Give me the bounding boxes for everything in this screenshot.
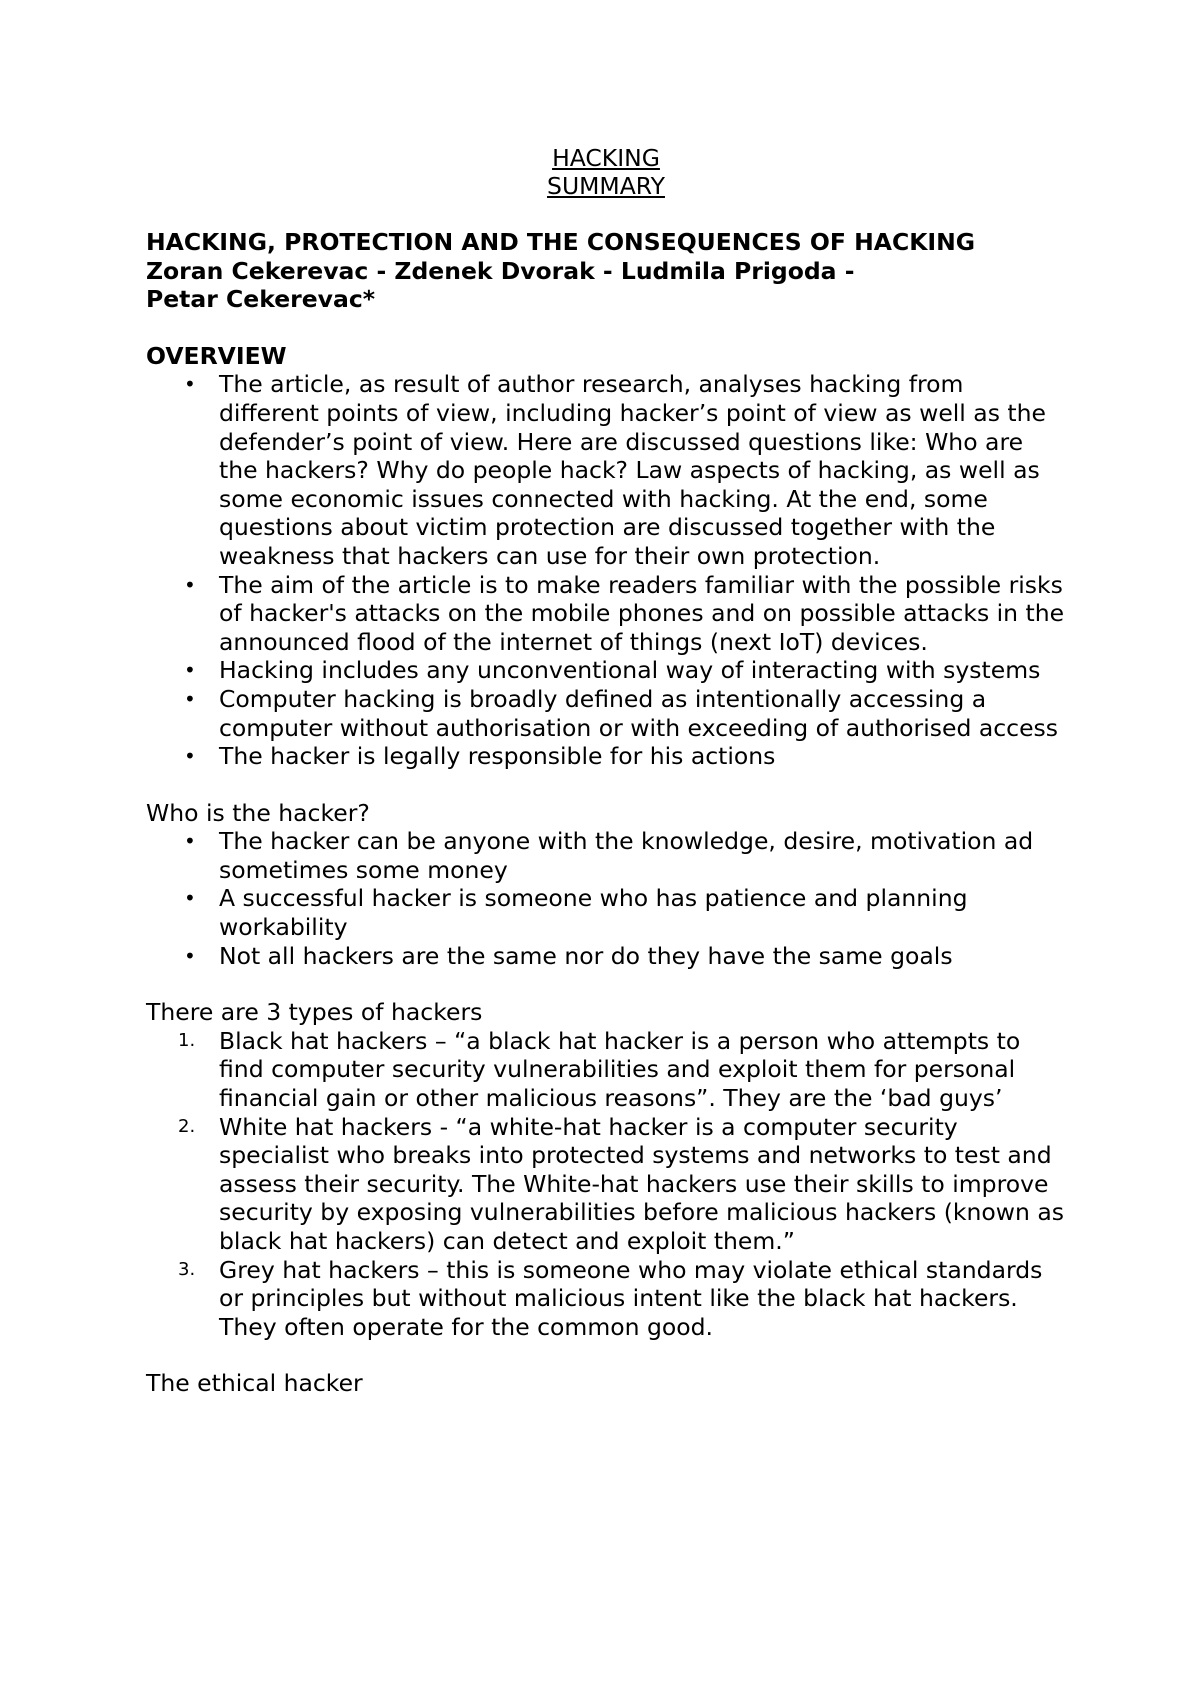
types-list (146, 1027, 1066, 1342)
list-item (146, 1027, 1066, 1113)
ethical-heading: The ethical hacker (146, 1369, 363, 1398)
list-item-text: A successful hacker is someone who has patience and planning workability (219, 884, 968, 942)
list-number: 3. (178, 1258, 196, 1280)
title-line-2: SUMMARY (547, 172, 665, 200)
bullet-icon: • (184, 744, 196, 769)
list-item-text: The aim of the article is to make readers familiar with the possible risks of hacker's attacks on the mobile phones and on possible attacks in the announced flood of the internet of things (next IoT) devices. (219, 570, 1065, 656)
bullet-icon: • (184, 572, 196, 597)
list-item (146, 942, 1066, 971)
list-item-text: Not all hackers are the same nor do they have the same goals (219, 941, 953, 970)
bullet-icon: • (184, 829, 196, 854)
list-item-text: White hat hackers - “a white-hat hacker is a computer security specialist who breaks into protected systems and networks to test and assess their security. The White-hat hackers use their skills to improve security by exposing vulnerabilities before malicious hackers (known as black hat hackers) can detect and exploit them.” (219, 1112, 1065, 1255)
who-list (146, 827, 1066, 970)
list-item-text: Computer hacking is broadly defined as intentionally accessing a computer without authorisation or with exceeding of authorised access (219, 684, 1059, 742)
bullet-icon: • (184, 658, 196, 683)
bullet-icon: • (184, 886, 196, 911)
bullet-icon: • (184, 372, 196, 397)
article-title: HACKING, PROTECTION AND THE CONSEQUENCES OF HACKING (146, 228, 976, 256)
article-authors: Zoran Cekerevac - Zdenek Dvorak - Ludmila Prigoda - Petar Cekerevac* (146, 256, 855, 314)
list-item (146, 571, 1066, 657)
list-item-text: Hacking includes any unconventional way of interacting with systems (219, 656, 1041, 685)
list-item (146, 370, 1066, 570)
document-page (146, 144, 1066, 1398)
list-item-text: The hacker can be anyone with the knowledge, desire, motivation ad sometimes some money (219, 827, 1034, 884)
list-number: 2. (178, 1115, 196, 1137)
list-item-text: The hacker is legally responsible for his actions (219, 742, 776, 771)
list-item-text: Grey hat hackers – this is someone who may violate ethical standards or principles but without malicious intent like the black hat hackers. They often operate for the common good. (219, 1255, 1043, 1341)
list-item (146, 685, 1066, 742)
who-heading: Who is the hacker? (146, 798, 370, 827)
list-item (146, 884, 1066, 941)
list-item (146, 742, 1066, 771)
list-item-text: Black hat hackers – “a black hat hacker is a person who attempts to find computer security vulnerabilities and exploit them for personal financial gain or other malicious reasons”. They are the ‘bad guys’ (219, 1026, 1021, 1113)
list-item (146, 1113, 1066, 1256)
list-item (146, 1256, 1066, 1342)
bullet-icon: • (184, 943, 196, 968)
list-item (146, 827, 1066, 884)
list-item (146, 656, 1066, 685)
article-heading-block (146, 228, 1066, 314)
title-line-1: HACKING (552, 144, 660, 172)
overview-list (146, 370, 1066, 770)
bullet-icon: • (184, 686, 196, 711)
list-item-text: The article, as result of author research, analyses hacking from different points of view, including hacker’s point of view as well as the defender’s point of view. Here are discussed questions like: Who are the hackers? Why do people hack? Law aspects of hacking, as well as some economic issues connected with hacking. At the end, some questions about victim protection are discussed together with the weakness that hackers can use for their own protection. (219, 370, 1046, 570)
types-heading: There are 3 types of hackers (146, 998, 483, 1027)
document-title (146, 144, 1066, 200)
list-number: 1. (178, 1029, 196, 1051)
overview-heading: OVERVIEW (146, 341, 287, 370)
